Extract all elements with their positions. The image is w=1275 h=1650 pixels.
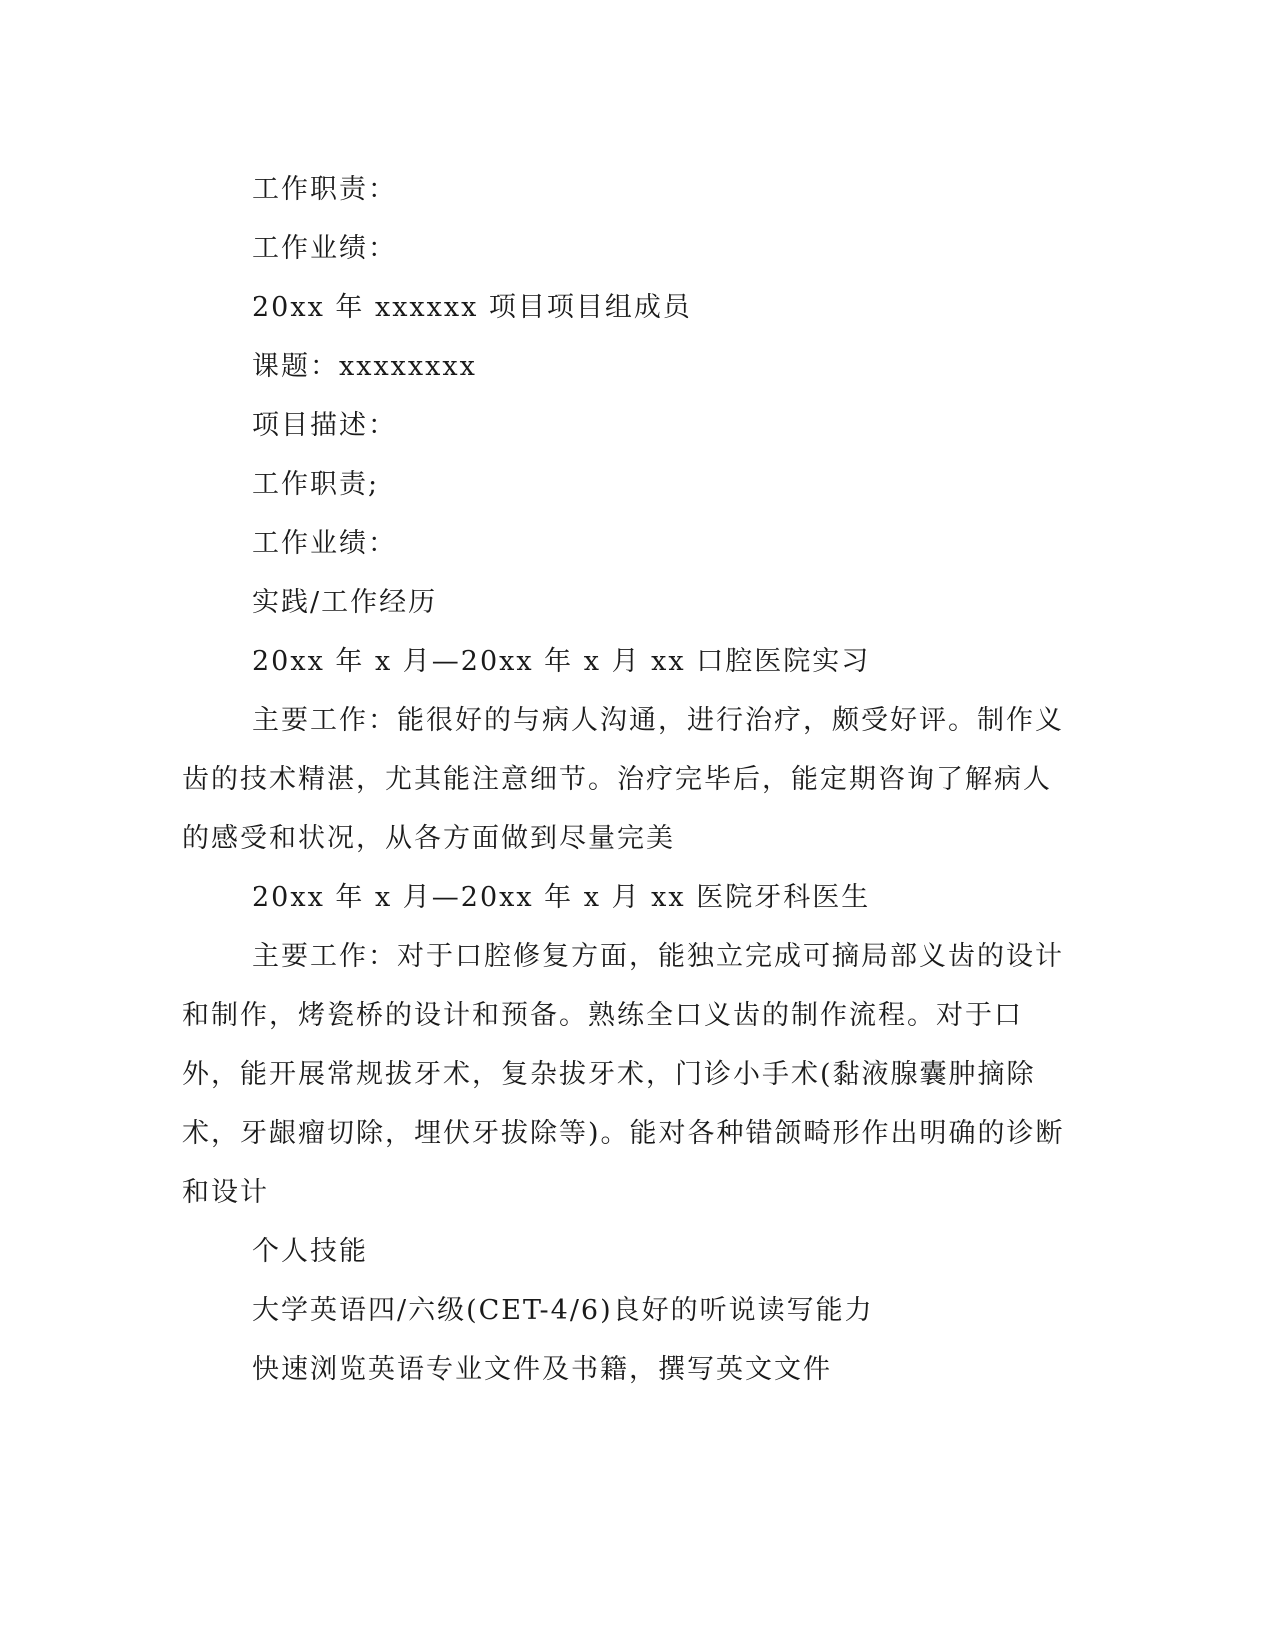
paragraph-job-duties-2: 工作职责; [252,469,380,500]
paragraph-topic: 课题：xxxxxxxx [252,351,477,382]
paragraph-internship-period: 20xx 年 x 月—20xx 年 x 月 xx 口腔医院实习 [252,646,871,677]
paragraph-project-member: 20xx 年 xxxxxx 项目项目组成员 [252,292,692,323]
paragraph-english-level: 大学英语四/六级(CET-4/6)良好的听说读写能力 [252,1295,874,1326]
paragraph-internship-work: 主要工作：能很好的与病人沟通，进行治疗，颇受好评。制作义齿的技术精湛，尤其能注意细节。治疗完毕后，能定期咨询了解病人的感受和状况，从各方面做到尽量完美 [182,705,1064,854]
paragraph-job-performance: 工作业绩： [252,233,397,264]
paragraph-english-reading: 快速浏览英语专业文件及书籍，撰写英文文件 [252,1354,832,1385]
paragraph-project-description: 项目描述： [252,410,397,441]
paragraph-dentist-period: 20xx 年 x 月—20xx 年 x 月 xx 医院牙科医生 [252,882,871,913]
section-heading-experience: 实践/工作经历 [252,587,438,618]
section-heading-skills: 个人技能 [252,1236,368,1267]
paragraph-job-duties: 工作职责： [252,174,397,205]
paragraph-dentist-work: 主要工作：对于口腔修复方面，能独立完成可摘局部义齿的设计和制作，烤瓷桥的设计和预备。熟练全口义齿的制作流程。对于口外，能开展常规拔牙术，复杂拔牙术，门诊小手术(黏液腺囊肿摘除术，牙龈瘤切除，埋伏牙拔除等)。能对各种错颌畸形作出明确的诊断和设计 [182,941,1065,1208]
document-body [182,160,1078,1399]
paragraph-job-performance-2: 工作业绩： [252,528,397,559]
